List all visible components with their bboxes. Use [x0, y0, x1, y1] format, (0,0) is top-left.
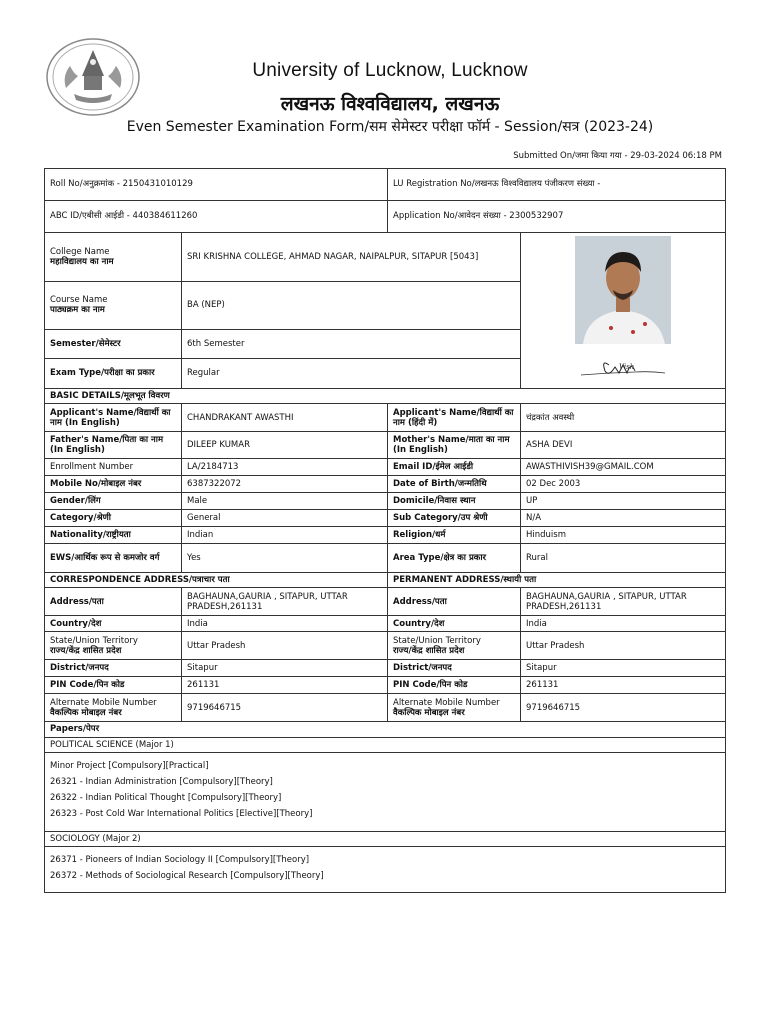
corr-alt-mobile-value: 9719646715 — [182, 694, 388, 722]
perm-address-value: BAGHAUNA,GAURIA , SITAPUR, UTTAR PRADESH,261131 — [521, 588, 726, 616]
subcategory-value: N/A — [521, 510, 726, 527]
corr-address-label: Address/पता — [45, 588, 182, 616]
correspondence-header: CORRESPONDENCE ADDRESS/पत्राचार पता — [45, 573, 388, 588]
paper-item: 26371 - Pioneers of Indian Sociology II [Compulsory][Theory] — [50, 854, 310, 865]
category-label: Category/श्रेणी — [45, 510, 182, 527]
form-subtitle: Even Semester Examination Form/सम सेमेस्टर परीक्षा फॉर्म - Session/सत्र (2023-24) — [126, 119, 654, 135]
perm-pin-value: 261131 — [521, 677, 726, 694]
corr-pin-label: PIN Code/पिन कोड — [45, 677, 182, 694]
category-value: General — [182, 510, 388, 527]
major2-papers — [45, 846, 726, 892]
paper-item: 26323 - Post Cold War International Politics [Elective][Theory] — [50, 809, 313, 820]
major2-title: SOCIOLOGY (Major 2) — [45, 831, 726, 846]
email-label: Email ID/ईमेल आईडी — [388, 459, 521, 476]
exam-form-table — [44, 168, 726, 893]
father-label: Father's Name/पिता का नाम (In English) — [45, 432, 182, 459]
mother-label: Mother's Name/माता का नाम (In English) — [388, 432, 521, 459]
exam-type-value: Regular — [182, 358, 521, 388]
corr-district-value: Sitapur — [182, 660, 388, 677]
corr-district-label: District/जनपद — [45, 660, 182, 677]
basic-details-header: BASIC DETAILS/मूलभूत विवरण — [45, 389, 726, 404]
religion-value: Hinduism — [521, 527, 726, 544]
university-title-en: University of Lucknow, Lucknow — [252, 60, 528, 81]
corr-state-label: State/Union Territory राज्य/केंद्र शासित प्रदेश — [45, 632, 182, 660]
area-type-label: Area Type/क्षेत्र का प्रकार — [388, 544, 521, 573]
university-title-hi: लखनऊ विश्वविद्यालय, लखनऊ — [280, 93, 500, 115]
perm-alt-mobile-label: Alternate Mobile Number वैकल्पिक मोबाइल नंबर — [388, 694, 521, 722]
application-number: Application No/आवेदन संख्या - 2300532907 — [388, 201, 726, 233]
abc-id: ABC ID/एबीसी आईडी - 440384611260 — [45, 201, 388, 233]
corr-country-label: Country/देश — [45, 616, 182, 632]
ews-label: EWS/आर्थिक रूप से कमजोर वर्ग — [45, 544, 182, 573]
name-hi-label: Applicant's Name/विद्यार्थी का नाम (हिंदी में) — [388, 404, 521, 432]
perm-country-label: Country/देश — [388, 616, 521, 632]
dob-label: Date of Birth/जन्मतिथि — [388, 476, 521, 493]
subcategory-label: Sub Category/उप श्रेणी — [388, 510, 521, 527]
gender-label: Gender/लिंग — [45, 493, 182, 510]
father-value: DILEEP KUMAR — [182, 432, 388, 459]
name-en-value: CHANDRAKANT AWASTHI — [182, 404, 388, 432]
dob-value: 02 Dec 2003 — [521, 476, 726, 493]
photo-signature-cell — [521, 233, 726, 389]
signature-text: Vish — [619, 363, 635, 371]
college-value: SRI KRISHNA COLLEGE, AHMAD NAGAR, NAIPALPUR, SITAPUR [5043] — [182, 233, 521, 282]
roll-number: Roll No/अनुक्रमांक - 2150431010129 — [45, 169, 388, 201]
area-type-value: Rural — [521, 544, 726, 573]
perm-pin-label: PIN Code/पिन कोड — [388, 677, 521, 694]
corr-address-value: BAGHAUNA,GAURIA , SITAPUR, UTTAR PRADESH,261131 — [182, 588, 388, 616]
paper-item: 26372 - Methods of Sociological Research [Compulsory][Theory] — [50, 870, 324, 881]
mobile-value: 6387322072 — [182, 476, 388, 493]
paper-item: 26321 - Indian Administration [Compulsory][Theory] — [50, 776, 273, 787]
applicant-signature — [575, 347, 671, 385]
perm-alt-mobile-value: 9719646715 — [521, 694, 726, 722]
permanent-header: PERMANENT ADDRESS/स्थायी पता — [388, 573, 726, 588]
perm-country-value: India — [521, 616, 726, 632]
ews-value: Yes — [182, 544, 388, 573]
perm-state-value: Uttar Pradesh — [521, 632, 726, 660]
college-label: College Name महाविद्यालय का नाम — [45, 233, 182, 282]
mobile-label: Mobile No/मोबाइल नंबर — [45, 476, 182, 493]
semester-value: 6th Semester — [182, 330, 521, 358]
perm-district-value: Sitapur — [521, 660, 726, 677]
mother-value: ASHA DEVI — [521, 432, 726, 459]
corr-state-value: Uttar Pradesh — [182, 632, 388, 660]
name-hi-value: चंद्रकांत अवस्थी — [521, 404, 726, 432]
email-value: AWASTHIVISH39@GMAIL.COM — [521, 459, 726, 476]
paper-item: Minor Project [Compulsory][Practical] — [50, 760, 209, 771]
corr-pin-value: 261131 — [182, 677, 388, 694]
perm-state-label: State/Union Territory राज्य/केंद्र शासित प्रदेश — [388, 632, 521, 660]
corr-country-value: India — [182, 616, 388, 632]
course-label: Course Name पाठ्यक्रम का नाम — [45, 281, 182, 330]
lu-registration: LU Registration No/लखनऊ विश्वविद्यालय पंजीकरण संख्या - — [388, 169, 726, 201]
major1-papers — [45, 752, 726, 831]
domicile-value: UP — [521, 493, 726, 510]
submitted-on: Submitted On/जमा किया गया - 29-03-2024 06:18 PM — [513, 151, 722, 161]
enrollment-value: LA/2184713 — [182, 459, 388, 476]
perm-address-label: Address/पता — [388, 588, 521, 616]
nationality-label: Nationality/राष्ट्रीयता — [45, 527, 182, 544]
perm-district-label: District/जनपद — [388, 660, 521, 677]
religion-label: Religion/धर्म — [388, 527, 521, 544]
papers-header: Papers/पेपर — [45, 722, 726, 737]
semester-label: Semester/सेमेस्टर — [45, 330, 182, 358]
enrollment-label: Enrollment Number — [45, 459, 182, 476]
course-value: BA (NEP) — [182, 281, 521, 330]
applicant-photo — [575, 236, 671, 344]
gender-value: Male — [182, 493, 388, 510]
name-en-label: Applicant's Name/विद्यार्थी का नाम (In English) — [45, 404, 182, 432]
corr-alt-mobile-label: Alternate Mobile Number वैकल्पिक मोबाइल नंबर — [45, 694, 182, 722]
major1-title: POLITICAL SCIENCE (Major 1) — [45, 737, 726, 752]
exam-type-label: Exam Type/परीक्षा का प्रकार — [45, 358, 182, 388]
nationality-value: Indian — [182, 527, 388, 544]
paper-item: 26322 - Indian Political Thought [Compulsory][Theory] — [50, 793, 282, 804]
domicile-label: Domicile/निवास स्थान — [388, 493, 521, 510]
